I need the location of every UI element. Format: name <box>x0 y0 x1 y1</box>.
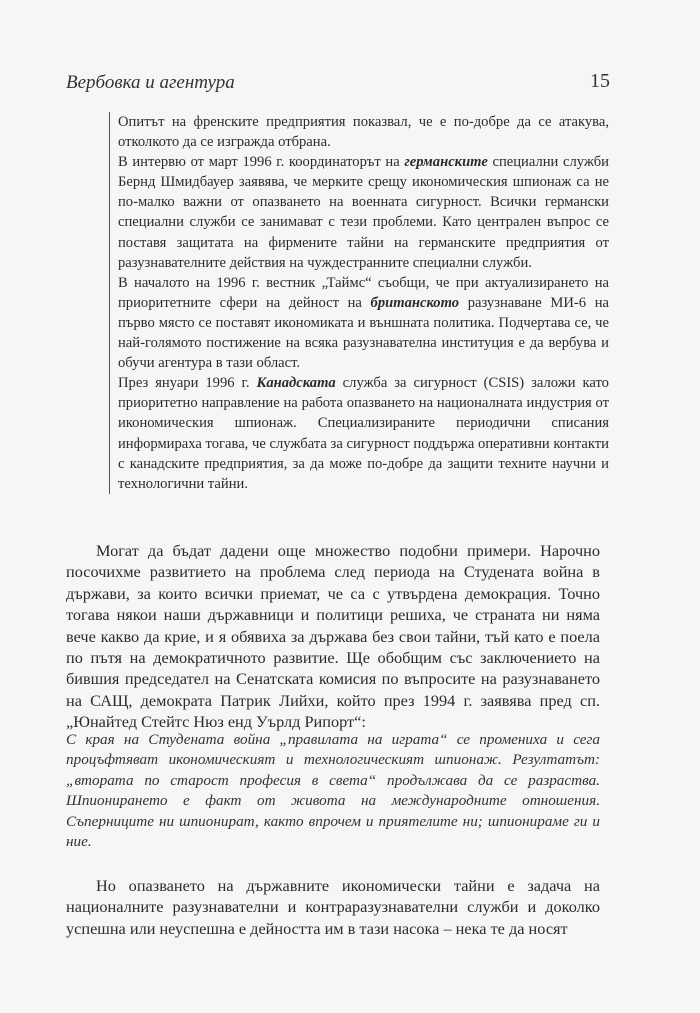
body-paragraph-2: Но опазването на държавните икономически тайни е задача на националните разузнавателни и контраразузнавателни служби и доколко успешна или неуспешна е дейността им в тази насока – нека те да носят <box>66 876 600 938</box>
body-paragraph-1: Могат да бъдат дадени още множество подобни примери. Нарочно посочихме развитието на проблема след периода на Студената война в държави, за които всички приемат, че са с утвърдена демокрация. Точно тогава някои наши държавници и политици решиха, че страната ни няма вече какво да крие, и я обявиха за държава без свои тайни, тъй като е поела по пътя на демократичното развитие. Ще обобщим със заключението на бившия председател на Сенатската комисия по въпросите на разузнаването на САЩ, демократа Патрик Лийхи, който през 1994 г. заявява пред сп. „Юнайтед Стейтс Нюз енд Уърлд Рипорт“: <box>66 541 600 732</box>
running-head: Вербовка и агентура <box>66 72 235 93</box>
sidebar-text: специални служби Бернд Шмидбауер заявява, че мерките срещу икономическия шпионаж са не по-малко важни от опазването на военната сигурност. Всички германски специални служби се занимават с тези проблеми. Като централен въпрос се поставя защитата на фирмените тайни на германските предприятия от разузнавателните действия на чуждестранните специални служби. <box>118 154 609 271</box>
block-quote: С края на Студената война „правилата на играта“ се промениха и сега процъфтяват икономическият и технологическият шпионаж. Резултатът: „втората по старост професия в света“ продължава да се разраства. Шпионирането е факт от живота на международните отношения. Съперниците ни шпионират, както впрочем и приятелите ни; шпионираме ги и ние. <box>66 731 600 851</box>
page-number: 15 <box>590 70 610 92</box>
sidebar-paragraph-4 <box>118 373 609 494</box>
body-paragraph-1-block <box>66 540 600 733</box>
sidebar-paragraph-3 <box>118 273 609 373</box>
emphasis-british: британското <box>370 294 460 311</box>
sidebar-text: служба за сигурност (CSIS) заложи като приоритетно направление на работа опазването на националната индустрия от икономическия шпионаж. Специализираните периодични списания информираха тогава, че службата за сигурност поддържа оперативни контакти с канадските предприятия, за да може по-добре да защити техните научни и технологични тайни. <box>118 375 609 492</box>
emphasis-german: германските <box>404 154 488 171</box>
sidebar-paragraph-2 <box>118 152 609 273</box>
sidebar-text: В началото на 1996 г. вестник „Таймс“ съобщи, че при актуализирането на приоритетните сфери на дейност на <box>118 274 609 311</box>
sidebar-paragraph-1: Опитът на френските предприятия показвал, че е по-добре да се атакува, отколкото да се изгражда отбрана. <box>118 114 609 151</box>
sidebar-box <box>109 112 609 494</box>
body-paragraph-2-block <box>66 875 600 939</box>
sidebar-text: В интервю от март 1996 г. координаторът на <box>118 154 405 171</box>
sidebar-text: През януари 1996 г. <box>118 375 257 392</box>
sidebar-text: разузнаване МИ-6 на първо място се поставят икономиката и външната политика. Подчертава се, че най-голямото постижение на всяка разузнавателна институция е да вербува и обучи агентура в тази област. <box>118 294 609 372</box>
emphasis-canadian: Канадската <box>256 375 336 392</box>
